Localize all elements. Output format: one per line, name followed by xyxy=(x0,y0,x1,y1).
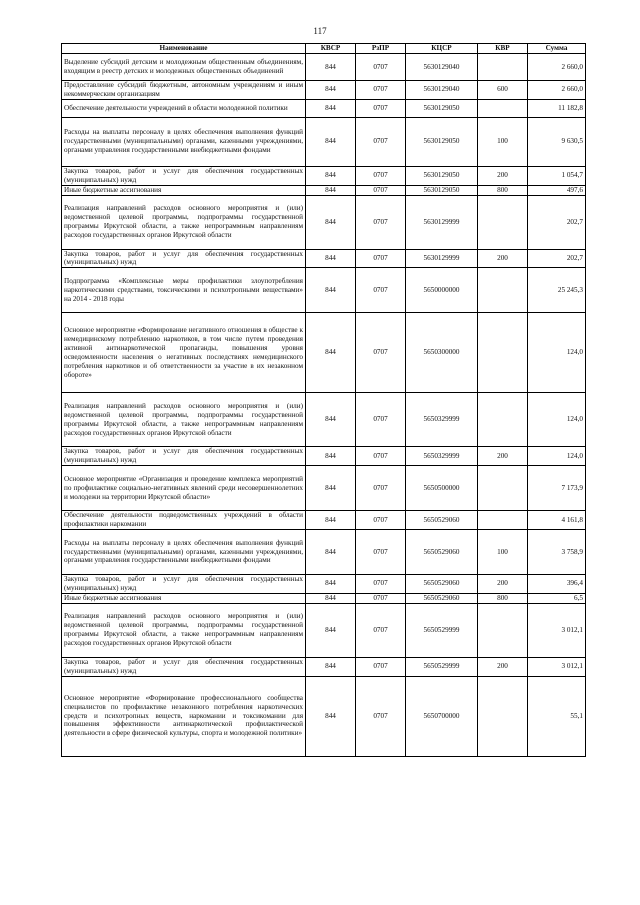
row-name: Закупка товаров, работ и услуг для обеспечения государственных (муниципальных) нужд xyxy=(62,574,306,593)
row-kvsr: 844 xyxy=(306,676,356,756)
row-rzpr: 0707 xyxy=(356,166,406,185)
row-kvsr: 844 xyxy=(306,81,356,100)
row-kcsr: 5650529060 xyxy=(406,574,478,593)
row-sum: 202,7 xyxy=(528,249,586,268)
row-sum: 6,5 xyxy=(528,593,586,603)
row-name: Предоставление субсидий бюджетным, автономным учреждениям и иным некоммерческим организациям xyxy=(62,81,306,100)
row-kvr xyxy=(478,313,528,393)
row-name: Выделение субсидий детским и молодежным общественным объединениям, входящим в реестр детских и молодежных общественных объединений xyxy=(62,54,306,81)
row-sum: 3 012,1 xyxy=(528,603,586,657)
row-rzpr: 0707 xyxy=(356,466,406,511)
row-kvsr: 844 xyxy=(306,117,356,166)
column-header-kcsr: КЦСР xyxy=(406,44,478,54)
row-rzpr: 0707 xyxy=(356,195,406,249)
row-kvr: 100 xyxy=(478,117,528,166)
row-kvsr: 844 xyxy=(306,313,356,393)
row-kcsr: 5630129040 xyxy=(406,81,478,100)
table-row xyxy=(62,268,586,313)
table-row xyxy=(62,185,586,195)
row-kvr xyxy=(478,393,528,447)
row-kvsr: 844 xyxy=(306,185,356,195)
table-row xyxy=(62,81,586,100)
row-sum: 11 182,8 xyxy=(528,99,586,117)
column-header-sum: Сумма xyxy=(528,44,586,54)
row-kcsr: 5630129040 xyxy=(406,54,478,81)
table-row xyxy=(62,195,586,249)
row-rzpr: 0707 xyxy=(356,676,406,756)
row-kvsr: 844 xyxy=(306,393,356,447)
row-sum: 1 054,7 xyxy=(528,166,586,185)
row-kcsr: 5630129999 xyxy=(406,249,478,268)
row-sum: 4 161,8 xyxy=(528,511,586,530)
row-kvsr: 844 xyxy=(306,268,356,313)
row-kcsr: 5650500000 xyxy=(406,466,478,511)
row-kvsr: 844 xyxy=(306,447,356,466)
row-kcsr: 5650329999 xyxy=(406,447,478,466)
row-rzpr: 0707 xyxy=(356,117,406,166)
row-sum: 396,4 xyxy=(528,574,586,593)
row-rzpr: 0707 xyxy=(356,511,406,530)
row-kvr: 200 xyxy=(478,249,528,268)
row-kvsr: 844 xyxy=(306,574,356,593)
table-row xyxy=(62,511,586,530)
row-kcsr: 5630129050 xyxy=(406,185,478,195)
row-name: Иные бюджетные ассигнования xyxy=(62,185,306,195)
row-kvr xyxy=(478,676,528,756)
row-name: Расходы на выплаты персоналу в целях обеспечения выполнения функций государственными (муниципальными) органами, казенными учреждениями, органами управления государственными внебюджетными фондами xyxy=(62,117,306,166)
row-kvr xyxy=(478,511,528,530)
row-sum: 2 660,0 xyxy=(528,81,586,100)
row-kcsr: 5650529999 xyxy=(406,603,478,657)
row-kcsr: 5650529999 xyxy=(406,657,478,676)
row-kcsr: 5650529060 xyxy=(406,529,478,574)
row-kvr: 200 xyxy=(478,574,528,593)
row-sum: 2 660,0 xyxy=(528,54,586,81)
row-rzpr: 0707 xyxy=(356,447,406,466)
row-sum: 7 173,9 xyxy=(528,466,586,511)
row-kvr xyxy=(478,195,528,249)
row-rzpr: 0707 xyxy=(356,54,406,81)
column-header-rzpr: РзПР xyxy=(356,44,406,54)
row-kcsr: 5630129050 xyxy=(406,166,478,185)
table-row xyxy=(62,393,586,447)
row-kvsr: 844 xyxy=(306,249,356,268)
row-name: Обеспечение деятельности учреждений в области молодежной политики xyxy=(62,99,306,117)
column-header-name: Наименование xyxy=(62,44,306,54)
row-sum: 25 245,3 xyxy=(528,268,586,313)
row-kvr xyxy=(478,466,528,511)
row-sum: 3 012,1 xyxy=(528,657,586,676)
row-kvsr: 844 xyxy=(306,99,356,117)
row-name: Реализация направлений расходов основного мероприятия и (или) ведомственной целевой программы, подпрограммы государственной программы Иркутской области, а также непрограммным направлениям расходов государственных органов Иркутской области xyxy=(62,603,306,657)
row-kvsr: 844 xyxy=(306,54,356,81)
row-name: Закупка товаров, работ и услуг для обеспечения государственных (муниципальных) нужд xyxy=(62,657,306,676)
row-kvr xyxy=(478,268,528,313)
row-kvsr: 844 xyxy=(306,657,356,676)
row-kcsr: 5650329999 xyxy=(406,393,478,447)
row-kcsr: 5650700000 xyxy=(406,676,478,756)
table-row xyxy=(62,593,586,603)
table-row xyxy=(62,313,586,393)
row-name: Основное мероприятие «Формирование негативного отношения в обществе к немедицинскому потреблению наркотиков, в том числе путем проведения активной антинаркотической пропаганды, повышения уровня осведомленности населения о негативных последствиях немедицинского потребления наркотиков и об ответственности за участие в их незаконном обороте» xyxy=(62,313,306,393)
row-rzpr: 0707 xyxy=(356,99,406,117)
row-sum: 55,1 xyxy=(528,676,586,756)
row-rzpr: 0707 xyxy=(356,603,406,657)
row-name: Реализация направлений расходов основного мероприятия и (или) ведомственной целевой программы, подпрограммы государственной программы Иркутской области, а также непрограммным направлениям расходов государственных органов Иркутской области xyxy=(62,195,306,249)
table-row xyxy=(62,603,586,657)
column-header-kvsr: КВСР xyxy=(306,44,356,54)
row-sum: 3 758,9 xyxy=(528,529,586,574)
row-sum: 124,0 xyxy=(528,447,586,466)
row-name: Иные бюджетные ассигнования xyxy=(62,593,306,603)
row-kcsr: 5650300000 xyxy=(406,313,478,393)
row-kvr: 800 xyxy=(478,593,528,603)
page-number: 117 xyxy=(313,26,327,36)
table-header-row xyxy=(62,44,586,54)
row-sum: 497,6 xyxy=(528,185,586,195)
row-rzpr: 0707 xyxy=(356,313,406,393)
row-rzpr: 0707 xyxy=(356,574,406,593)
row-name: Расходы на выплаты персоналу в целях обеспечения выполнения функций государственными (муниципальными) органами, казенными учреждениями, органами управления государственными внебюджетными фондами xyxy=(62,529,306,574)
row-kvr: 200 xyxy=(478,447,528,466)
row-name: Подпрограмма «Комплексные меры профилактики злоупотребления наркотическими средствами, токсическими и психотропными веществами» на 2014 - 2018 годы xyxy=(62,268,306,313)
row-kcsr: 5650529060 xyxy=(406,511,478,530)
row-kvsr: 844 xyxy=(306,603,356,657)
row-kcsr: 5630129999 xyxy=(406,195,478,249)
table-row xyxy=(62,249,586,268)
row-rzpr: 0707 xyxy=(356,593,406,603)
row-rzpr: 0707 xyxy=(356,81,406,100)
row-kvr: 600 xyxy=(478,81,528,100)
row-rzpr: 0707 xyxy=(356,185,406,195)
row-kvsr: 844 xyxy=(306,511,356,530)
row-sum: 9 630,5 xyxy=(528,117,586,166)
table-row xyxy=(62,676,586,756)
table-row xyxy=(62,574,586,593)
row-kcsr: 5630129050 xyxy=(406,99,478,117)
row-name: Закупка товаров, работ и услуг для обеспечения государственных (муниципальных) нужд xyxy=(62,447,306,466)
table-row xyxy=(62,657,586,676)
row-rzpr: 0707 xyxy=(356,268,406,313)
row-rzpr: 0707 xyxy=(356,393,406,447)
table-row xyxy=(62,54,586,81)
row-name: Реализация направлений расходов основного мероприятия и (или) ведомственной целевой программы, подпрограммы государственной программы Иркутской области, а также непрограммным направлениям расходов государственных органов Иркутской области xyxy=(62,393,306,447)
table-row xyxy=(62,529,586,574)
row-rzpr: 0707 xyxy=(356,529,406,574)
row-name: Закупка товаров, работ и услуг для обеспечения государственных (муниципальных) нужд xyxy=(62,166,306,185)
table-row xyxy=(62,117,586,166)
row-kvsr: 844 xyxy=(306,593,356,603)
row-kvr: 200 xyxy=(478,166,528,185)
column-header-kvr: КВР xyxy=(478,44,528,54)
row-name: Закупка товаров, работ и услуг для обеспечения государственных (муниципальных) нужд xyxy=(62,249,306,268)
row-rzpr: 0707 xyxy=(356,249,406,268)
row-kcsr: 5630129050 xyxy=(406,117,478,166)
table-body xyxy=(62,54,586,757)
row-name: Основное мероприятие «Организация и проведение комплекса мероприятий по профилактике социально-негативных явлений среди несовершеннолетних и молодежи на территории Иркутской области» xyxy=(62,466,306,511)
row-kvsr: 844 xyxy=(306,166,356,185)
row-kvr xyxy=(478,54,528,81)
row-kcsr: 5650000000 xyxy=(406,268,478,313)
table-row xyxy=(62,166,586,185)
table-row xyxy=(62,99,586,117)
row-kvsr: 844 xyxy=(306,195,356,249)
row-kvsr: 844 xyxy=(306,529,356,574)
row-kvr xyxy=(478,99,528,117)
row-kvr xyxy=(478,603,528,657)
row-kvsr: 844 xyxy=(306,466,356,511)
table-row xyxy=(62,466,586,511)
row-kvr: 100 xyxy=(478,529,528,574)
row-kcsr: 5650529060 xyxy=(406,593,478,603)
budget-table xyxy=(61,43,586,757)
table-row xyxy=(62,447,586,466)
row-sum: 202,7 xyxy=(528,195,586,249)
row-name: Обеспечение деятельности подведомственных учреждений в области профилактики наркомании xyxy=(62,511,306,530)
row-sum: 124,0 xyxy=(528,393,586,447)
row-kvr: 800 xyxy=(478,185,528,195)
row-name: Основное мероприятие «Формирование профессионального сообщества специалистов по профилактике незаконного потребления наркотических средств и психотропных веществ, наркомании и токсикомании для повышения эффективности антинаркотической профилактической деятельности в сфере физической культуры, спорта и молодежной политики» xyxy=(62,676,306,756)
row-rzpr: 0707 xyxy=(356,657,406,676)
row-kvr: 200 xyxy=(478,657,528,676)
row-sum: 124,0 xyxy=(528,313,586,393)
